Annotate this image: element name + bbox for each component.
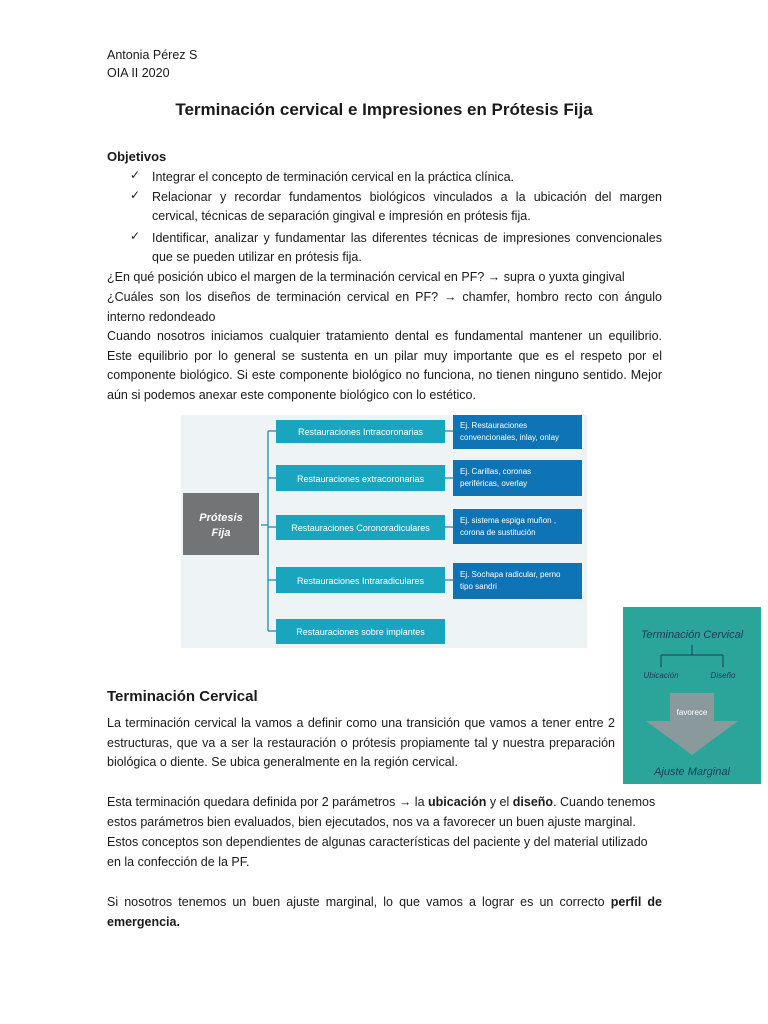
branch-implantes — [276, 619, 445, 644]
document-title: Terminación cervical e Impresiones en Prótesis Fija — [175, 100, 593, 119]
example-line-2: periféricas, overlay — [460, 479, 528, 488]
objectives-heading: Objetivos — [107, 149, 167, 164]
section-paragraph-2-line-1: Esta terminación quedara definida por 2 parámetros → la ubicación y el diseño. Cuando tenemos — [107, 795, 656, 809]
check-icon: ✓ — [130, 168, 141, 182]
example-line-2: corona de sustitución — [460, 528, 536, 537]
intro-paragraph: Cuando nosotros iniciamos cualquier tratamiento dental es fundamental mantener un equilibrio. Este equilibrio por lo general se sustenta en un pilar muy importante que es el respeto por el componente biológico. Si este componente biológico no funciona, no tienen ninguno sentido. Mejor aún si podemos anexar este componente biológico con lo estético. — [107, 329, 662, 402]
objective-item-1: Integrar el concepto de terminación cervical en la práctica clínica. — [152, 170, 514, 184]
question-1: ¿En qué posición ubico el margen de la terminación cervical en PF? → supra o yuxta gingival — [107, 270, 625, 284]
branch-label: Restauraciones Intracoronarias — [297, 427, 424, 437]
section-paragraph-3: Si nosotros tenemos un buen ajuste marginal, lo que vamos a lograr es un correcto perfil de emergencia. — [107, 895, 662, 929]
figure-bottom-label: Ajuste Marginal — [654, 766, 730, 778]
figure-left-label: Ubicación — [643, 671, 679, 680]
section-paragraph-1: La terminación cervical la vamos a definir como una transición que vamos a tener entre 2 estructuras, que va a ser la restauración o prótesis propiamente tal y nuestra preparación biológica o diente. Se ubica generalmente en la región cervical. — [107, 716, 615, 769]
section-heading: Terminación Cervical — [107, 688, 258, 705]
figure-arrow-label: favorece — [676, 708, 708, 717]
branch-label: Restauraciones Intraradiculares — [296, 576, 425, 586]
question-2: ¿Cuáles son los diseños de terminación cervical en PF? → chamfer, hombro recto con ángulo interno redondeado — [107, 290, 662, 324]
objective-item-3: Identificar, analizar y fundamentar las diferentes técnicas de impresiones convencionales que se pueden utilizar en prótesis fija. — [152, 231, 662, 264]
check-icon: ✓ — [130, 188, 141, 202]
check-icon: ✓ — [130, 229, 141, 243]
section-paragraph-2-line-4: en la confección de la PF. — [107, 855, 250, 869]
example-line-1: Ej. Sochapa radicular, perno — [460, 570, 561, 579]
example-line-1: Ej. sistema espiga muñon , — [460, 516, 557, 525]
objective-item-2: Relacionar y recordar fundamentos biológicos vinculados a la ubicación del margen cervical, técnicas de separación gingival e impresión en prótesis fija. — [152, 190, 662, 223]
branch-label: Restauraciones Coronoradiculares — [291, 523, 430, 533]
figure-title: Terminación Cervical — [640, 629, 744, 641]
figure-right-label: Diseño — [710, 671, 736, 680]
root-label-line-1: Prótesis — [199, 512, 243, 524]
course-code: OIA II 2020 — [107, 66, 170, 80]
root-box — [183, 493, 259, 555]
protesis-fija-diagram — [181, 415, 587, 648]
section-paragraph-2-line-3: Estos conceptos son dependientes de algunas características del paciente y del material utilizado — [107, 835, 648, 849]
root-label-line-2: Fija — [211, 527, 231, 539]
branch-label: Restauraciones extracoronarias — [296, 474, 425, 484]
example-line-1: Ej. Carillas, coronas — [460, 467, 532, 476]
example-line-2: convencionales, inlay, onlay — [460, 433, 560, 442]
example-line-2: tipo sandri — [460, 582, 497, 591]
section-paragraph-2-line-2: estos parámetros bien evaluados, bien ejecutados, nos va a favorecer un buen ajuste marginal. — [107, 815, 636, 829]
branch-extracoronarias — [276, 460, 582, 496]
example-line-1: Ej. Restauraciones — [460, 421, 528, 430]
branch-label: Restauraciones sobre implantes — [296, 627, 425, 637]
author-name: Antonia Pérez S — [107, 48, 198, 62]
terminacion-cervical-figure — [623, 607, 761, 784]
